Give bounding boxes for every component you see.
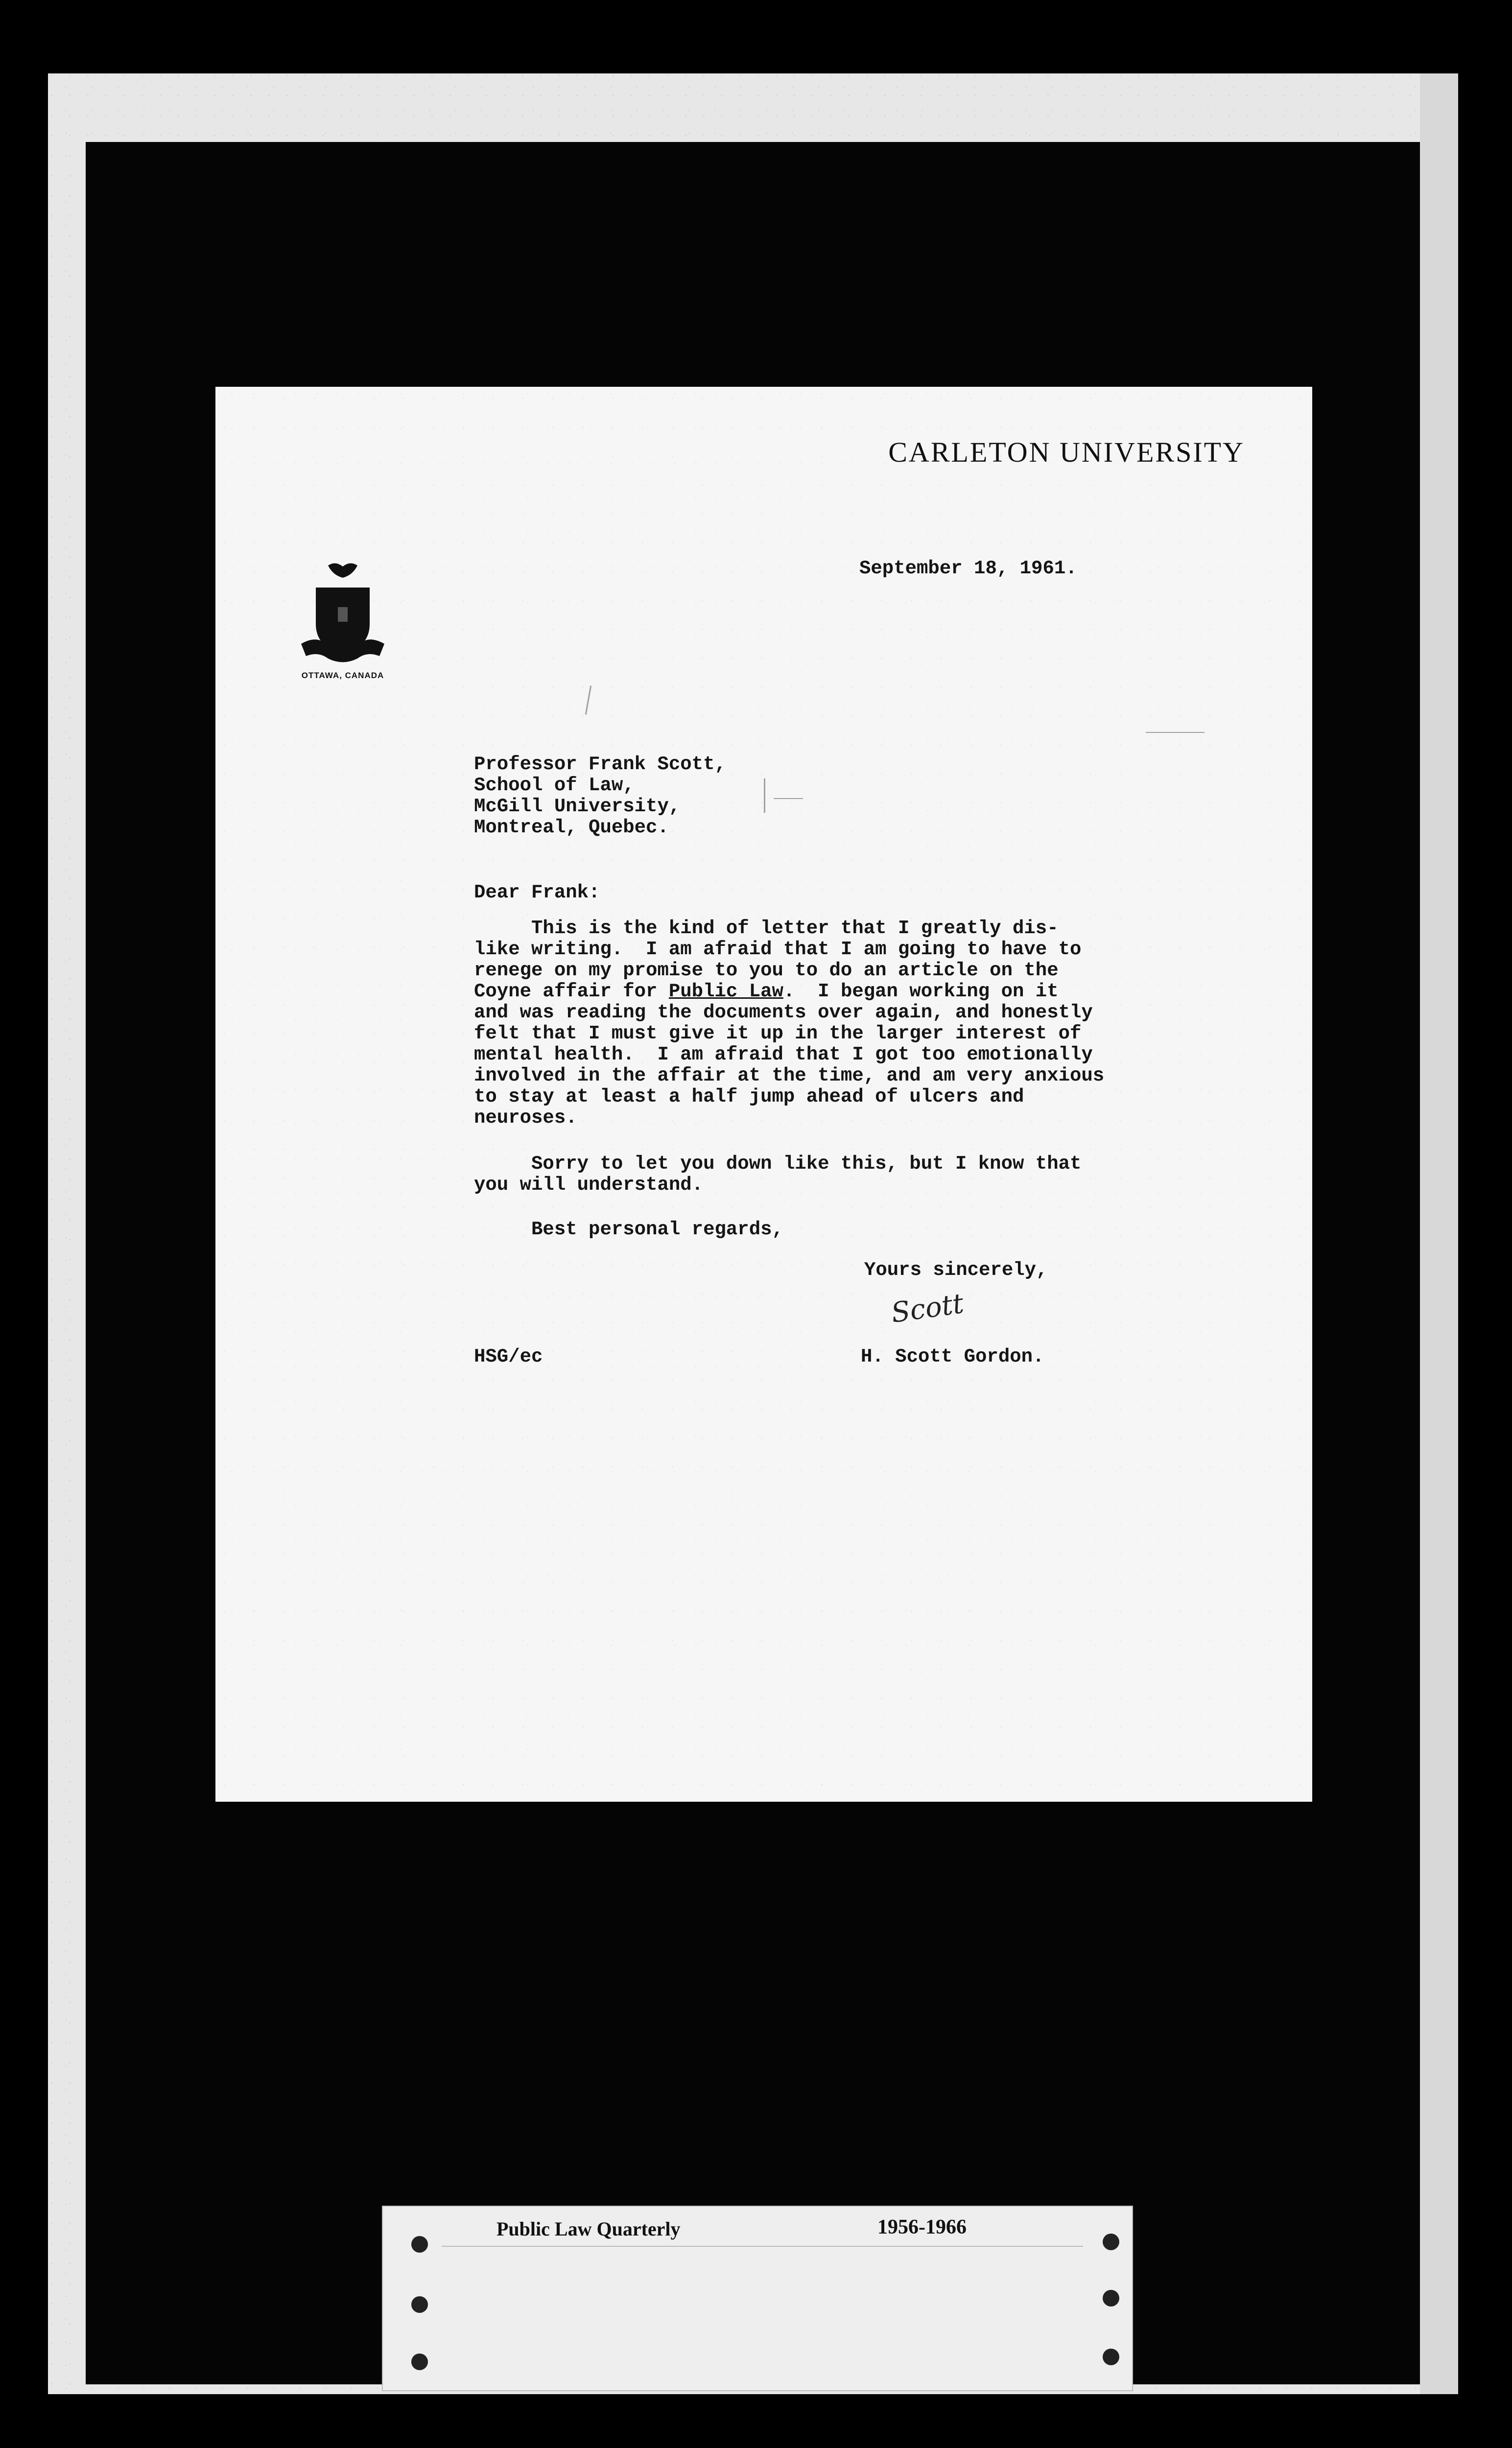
body-paragraph-2 xyxy=(474,1153,1081,1196)
punch-hole-icon xyxy=(411,2296,428,2313)
body-line: Sorry to let you down like this, but I know that xyxy=(474,1153,1082,1175)
punch-hole-icon xyxy=(1103,2234,1119,2250)
body-line: like writing. I am afraid that I am going to have to xyxy=(474,939,1082,960)
recipient-line: McGill University, xyxy=(474,796,681,817)
crest-caption: OTTAWA, CANADA xyxy=(301,671,384,680)
scratch-mark xyxy=(585,685,591,715)
punch-hole-icon xyxy=(411,2354,428,2370)
handwritten-signature: Scott xyxy=(889,1287,966,1330)
journal-title: Public Law xyxy=(668,981,783,1002)
body-line: neuroses. xyxy=(474,1107,577,1129)
card-title: Public Law Quarterly xyxy=(496,2218,681,2240)
body-line: involved in the affair at the time, and am very anxious xyxy=(474,1065,1105,1086)
punch-hole-icon xyxy=(1103,2290,1119,2307)
body-paragraph-1 xyxy=(474,918,1104,1129)
letterhead-title: CARLETON UNIVERSITY xyxy=(888,436,1245,468)
closing-line: Yours sincerely, xyxy=(864,1259,1048,1281)
recipient-line: Montreal, Quebec. xyxy=(474,817,669,838)
body-line: and was reading the documents over again, and honestly xyxy=(474,1002,1093,1023)
body-line-text: Coyne affair for xyxy=(474,981,669,1002)
body-line xyxy=(474,981,1104,1002)
body-line: This is the kind of letter that I greatly dis- xyxy=(474,918,1059,939)
card-rule xyxy=(442,2246,1083,2247)
recipient-address xyxy=(474,754,726,838)
letter-date: September 18, 1961. xyxy=(859,558,1077,579)
punch-hole-icon xyxy=(411,2236,428,2253)
body-line: renege on my promise to you to do an article on the xyxy=(474,960,1059,981)
body-line: felt that I must give it up in the larger interest of xyxy=(474,1023,1082,1044)
scratch-mark xyxy=(764,778,765,813)
salutation: Dear Frank: xyxy=(474,882,600,903)
scratch-mark xyxy=(1146,732,1205,733)
recipient-line: Professor Frank Scott, xyxy=(474,753,726,775)
university-crest-icon xyxy=(299,561,387,668)
typist-initials: HSG/ec xyxy=(474,1346,543,1367)
punch-hole-icon xyxy=(1103,2349,1119,2365)
index-card xyxy=(382,2206,1133,2391)
film-edge-strip xyxy=(1420,73,1458,2394)
card-years: 1956-1966 xyxy=(877,2216,967,2238)
body-line: to stay at least a half jump ahead of ulcers and xyxy=(474,1086,1024,1107)
letter-sheet xyxy=(215,387,1312,1802)
body-line: you will understand. xyxy=(474,1174,704,1196)
signer-name: H. Scott Gordon. xyxy=(861,1346,1044,1367)
recipient-line: School of Law, xyxy=(474,775,635,796)
body-line: mental health. I am afraid that I got too emotionally xyxy=(474,1044,1093,1065)
regards-line: Best personal regards, xyxy=(474,1219,783,1240)
scratch-mark xyxy=(774,798,803,799)
body-line-text: . I began working on it xyxy=(783,981,1059,1002)
